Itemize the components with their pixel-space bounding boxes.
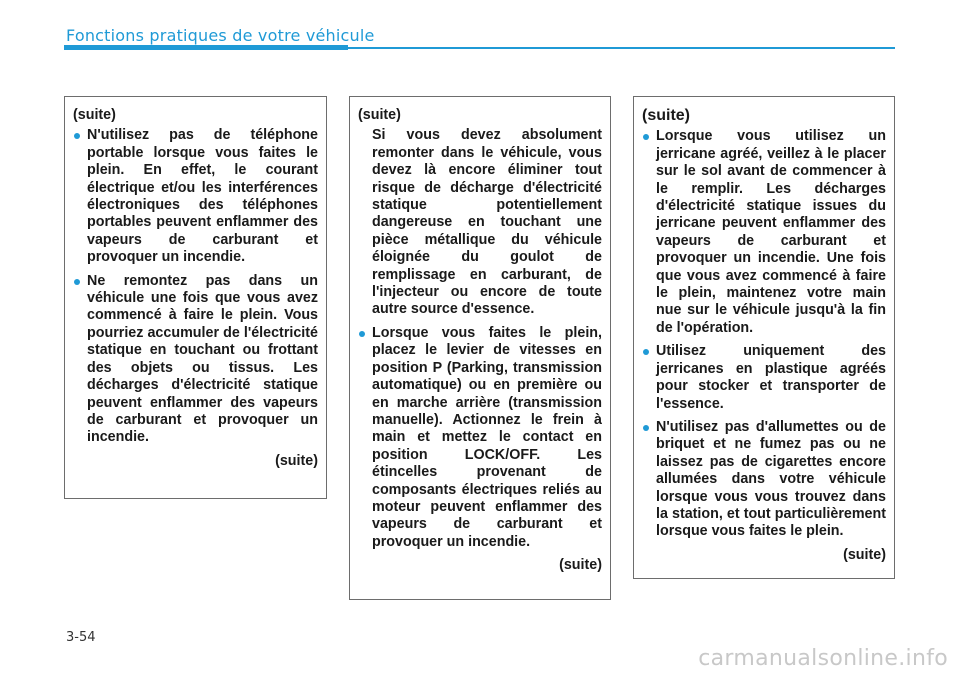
- bullet-text: N'utilisez pas d'allumettes ou de briquet et ne fumez pas ou ne laissez pas de cigarettes encore allumées dans votre véhicule lorsque vous vous trouvez dans la station, et tout particulièrement lorsque vous faites le plein.: [656, 418, 886, 540]
- continued-label: (suite): [642, 107, 690, 124]
- bullet-text: Lorsque vous faites le plein, placez le levier de vitesses en position P (Parking, transmission automatique) ou en première ou en marche arrière (transmission manuelle). Actionnez le frein à main et mettez le contact en position LOCK/OFF. Les étincelles provenant de composants électriques reliés au moteur peuvent enflammer des vapeurs de carburant et provoquer un incendie.: [372, 324, 602, 550]
- bullet-dot-icon: [359, 331, 365, 337]
- bullet-dot-icon: [643, 425, 649, 431]
- bullet-item: [358, 325, 602, 551]
- bullet-text: N'utilisez pas de téléphone portable lorsque vous faites le plein. En effet, le courant électrique et/ou les interférences électroniques des téléphones portables peuvent enflammer des vapeurs de carburant et provoquer un incendie.: [87, 127, 318, 266]
- continued-label: (suite): [559, 557, 602, 574]
- bullet-text: Lorsque vous utilisez un jerricane agréé, veillez à le placer sur le sol avant de commencer à le remplir. Les décharges d'électricité statique issues du jerricane peuvent enflammer des vapeurs de carburant et provoquer un incendie. Une fois que vous avez commencé à faire le plein, maintenez votre main nue sur le véhicule jusqu'à la fin de l'opération.: [656, 128, 886, 336]
- warning-box-3: [633, 96, 895, 579]
- section-title: Fonctions pratiques de votre véhicule: [66, 26, 375, 45]
- page-number: 3-54: [66, 630, 96, 645]
- continued-label: (suite): [275, 452, 318, 469]
- bullet-dot-icon: [643, 349, 649, 355]
- bullet-text: Ne remontez pas dans un véhicule une fois que vous avez commencé à faire le plein. Vous pourriez accumuler de l'électricité statique en touchant ou frottant des objets ou tissus. Les décharges d'électricité statique peuvent enflammer des vapeurs de carburant et provoquer un incendie.: [87, 272, 318, 446]
- warning-box-1: [64, 96, 327, 499]
- bullet-item: [73, 127, 318, 266]
- bullet-item: [642, 419, 886, 541]
- continued-label: (suite): [73, 107, 116, 123]
- continued-label: (suite): [358, 107, 401, 123]
- bullet-dot-icon: [74, 133, 80, 139]
- bullet-item: [642, 128, 886, 337]
- bullet-text: Utilisez uniquement des jerricanes en plastique agréés pour stocker et transporter de l'essence.: [656, 343, 886, 412]
- header-rule-thin: [348, 47, 895, 49]
- continued-label: (suite): [843, 546, 886, 563]
- warning-box-2: [349, 96, 611, 600]
- bullet-item: [73, 273, 318, 447]
- bullet-dot-icon: [643, 134, 649, 140]
- bullet-dot-icon: [74, 279, 80, 285]
- watermark: carmanualsonline.info: [698, 646, 948, 671]
- header-rule-thick: [64, 45, 348, 50]
- paragraph-text: Si vous devez absolument remonter dans le véhicule, vous devez là encore éliminer tout risque de décharge d'électricité statique potentiellement dangereuse en touchant une pièce métallique du véhicule éloignée du goulot de remplissage en carburant, de l'injecteur ou encore de toute autre source d'essence.: [372, 127, 602, 318]
- bullet-item: [642, 343, 886, 413]
